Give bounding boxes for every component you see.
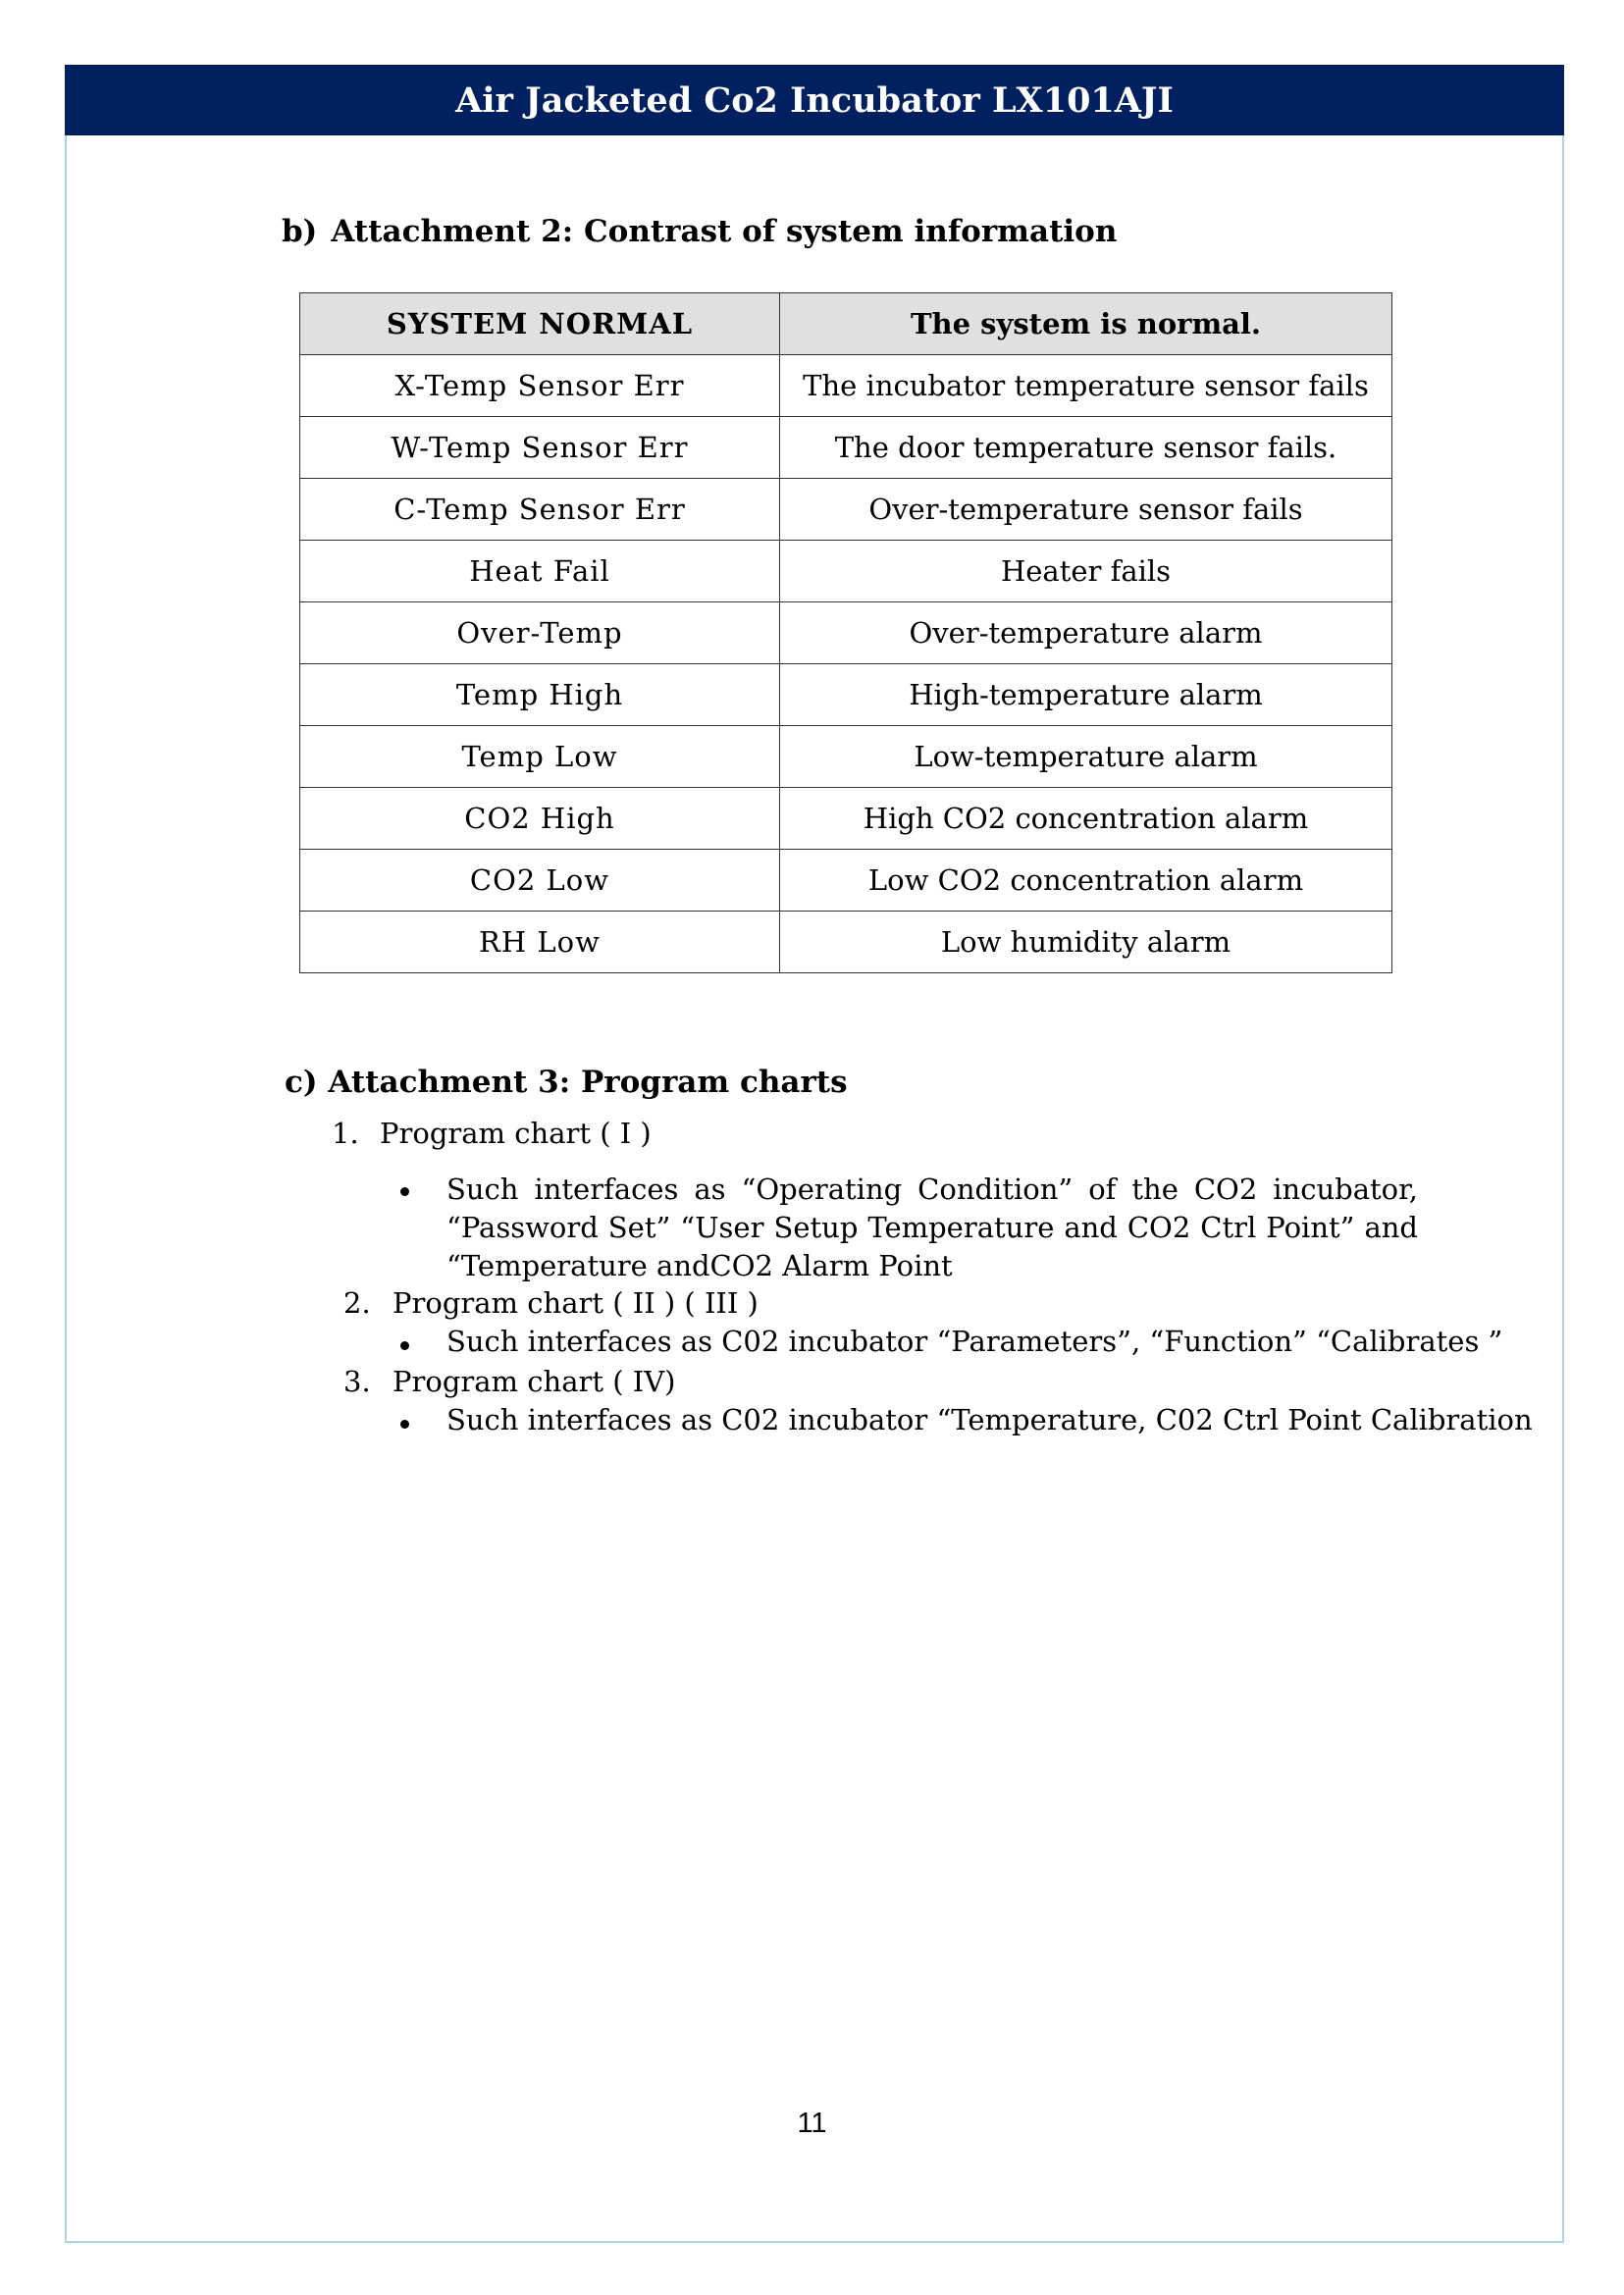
- message-cell: C-Temp Sensor Err: [300, 479, 780, 541]
- document-title: Air Jacketed Co2 Incubator LX101AJI: [455, 79, 1174, 121]
- description-cell: Low CO2 concentration alarm: [780, 850, 1392, 912]
- message-cell: RH Low: [300, 912, 780, 973]
- section-b-title: Attachment 2: Contrast of system information: [331, 214, 1118, 249]
- description-cell: The incubator temperature sensor fails: [780, 355, 1392, 417]
- list-item-number: 1.: [332, 1117, 359, 1150]
- description-cell: Over-temperature alarm: [780, 602, 1392, 664]
- table-row: [300, 912, 1392, 973]
- table-header-row: [300, 293, 1392, 355]
- bullet-text: Such interfaces as C02 incubator “Parameters”, “Function” “Calibrates ”: [446, 1325, 1503, 1358]
- table-row: [300, 541, 1392, 602]
- table-row: [300, 850, 1392, 912]
- message-cell: Temp Low: [300, 726, 780, 788]
- bullet-text: Such interfaces as “Operating Condition” of the CO2 incubator, “Password Set” “User Setup Temperature and CO2 Ctrl Point” and “Temperature andCO2 Alarm Point: [446, 1173, 1418, 1282]
- section-c-heading: c) Attachment 3: Program charts: [285, 1065, 848, 1100]
- bullet-text: Such interfaces as C02 incubator “Temperature, C02 Ctrl Point Calibration: [446, 1403, 1533, 1436]
- list-item-label: Program chart ( IV): [393, 1365, 676, 1398]
- message-cell: Over-Temp: [300, 602, 780, 664]
- bullet-icon: [400, 1420, 409, 1429]
- table-row: [300, 726, 1392, 788]
- description-cell: Over-temperature sensor fails: [780, 479, 1392, 541]
- table-row: [300, 788, 1392, 850]
- description-cell: High-temperature alarm: [780, 664, 1392, 726]
- section-b-marker: b): [282, 214, 318, 249]
- system-info-table: [299, 292, 1392, 973]
- page-number: 11: [797, 2108, 827, 2139]
- table-header-cell: The system is normal.: [780, 293, 1392, 355]
- table-row: [300, 417, 1392, 479]
- message-cell: CO2 High: [300, 788, 780, 850]
- message-cell: X-Temp Sensor Err: [300, 355, 780, 417]
- bullet-icon: [400, 1187, 409, 1196]
- table-row: [300, 602, 1392, 664]
- message-cell: Temp High: [300, 664, 780, 726]
- section-b-heading: [282, 214, 1117, 249]
- description-cell: Low humidity alarm: [780, 912, 1392, 973]
- description-cell: Low-temperature alarm: [780, 726, 1392, 788]
- description-cell: The door temperature sensor fails.: [780, 417, 1392, 479]
- message-cell: Heat Fail: [300, 541, 780, 602]
- description-cell: High CO2 concentration alarm: [780, 788, 1392, 850]
- message-cell: W-Temp Sensor Err: [300, 417, 780, 479]
- list-item-label: Program chart ( I ): [380, 1117, 652, 1150]
- table-row: [300, 355, 1392, 417]
- table-row: [300, 479, 1392, 541]
- table-header-cell: SYSTEM NORMAL: [300, 293, 780, 355]
- list-item-number: 3.: [343, 1365, 371, 1398]
- document-header: [65, 65, 1564, 135]
- description-cell: Heater fails: [780, 541, 1392, 602]
- list-item-number: 2.: [343, 1286, 371, 1320]
- message-cell: CO2 Low: [300, 850, 780, 912]
- bullet-icon: [400, 1341, 409, 1350]
- list-item-label: Program chart ( II ) ( III ): [393, 1286, 759, 1320]
- table-row: [300, 664, 1392, 726]
